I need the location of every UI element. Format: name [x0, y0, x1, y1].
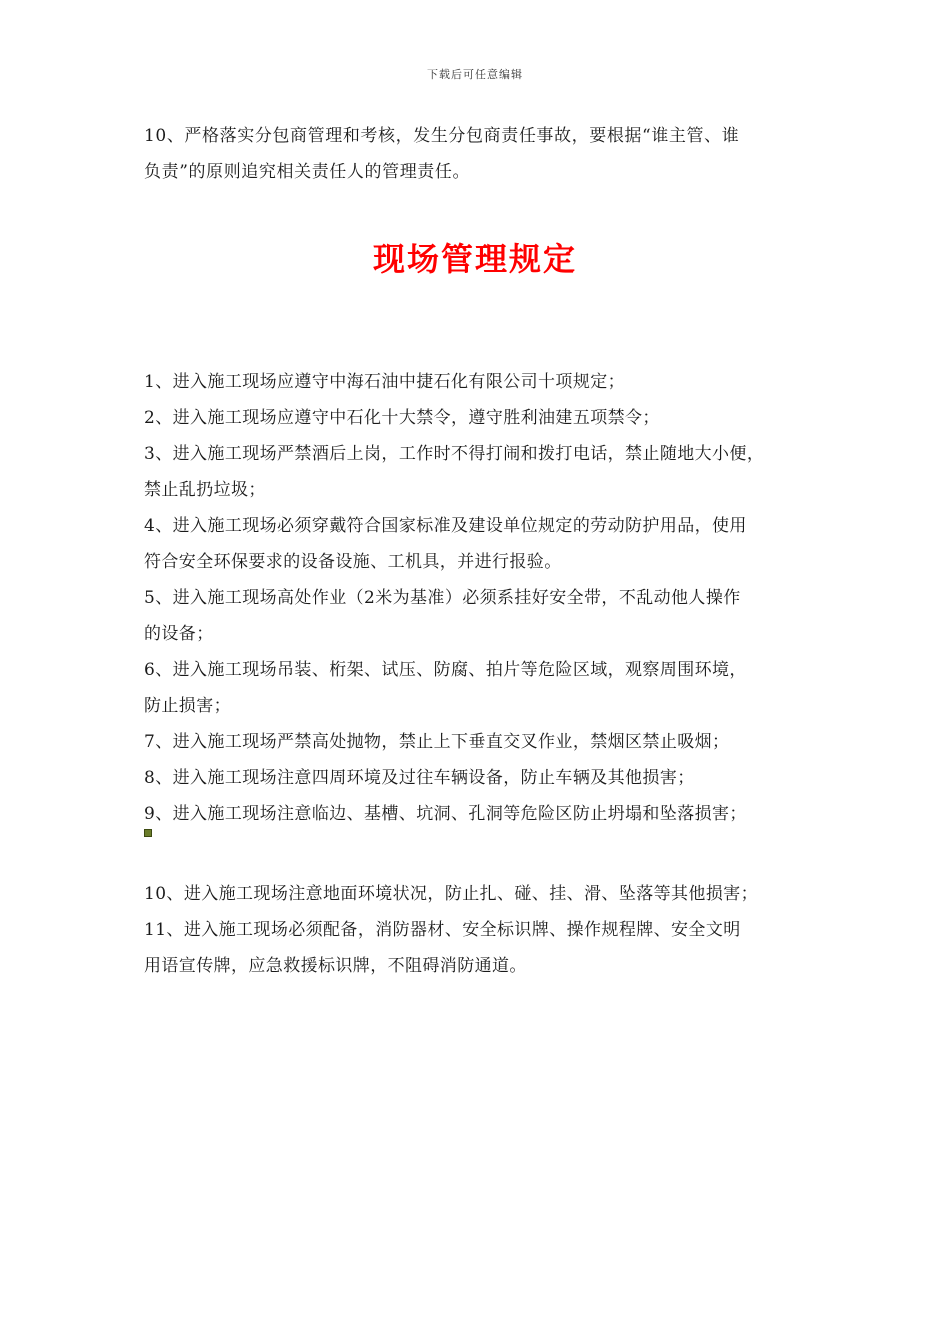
small-image-marker	[144, 829, 152, 837]
rule-line: 3、进入施工现场严禁酒后上岗，工作时不得打闹和拨打电话，禁止随地大小便，	[144, 444, 765, 464]
rule-line: 禁止乱扔垃圾；	[144, 480, 266, 500]
rule-line: 2、进入施工现场应遵守中石化十大禁令，遵守胜利油建五项禁令；	[144, 408, 660, 428]
intro-paragraph	[144, 118, 824, 190]
rule-line: 9、进入施工现场注意临边、基槽、坑洞、孔洞等危险区防止坍塌和坠落损害；	[144, 804, 747, 824]
rule-line: 11、进入施工现场必须配备，消防器材、安全标识牌、操作规程牌、安全文明	[144, 920, 741, 940]
rules-list-part1	[144, 364, 834, 832]
rule-line: 防止损害；	[144, 696, 231, 716]
rule-line: 符合安全环保要求的设备设施、工机具，并进行报验。	[144, 552, 562, 572]
rule-line: 1、进入施工现场应遵守中海石油中捷石化有限公司十项规定；	[144, 372, 626, 392]
rule-line: 5、进入施工现场高处作业（2米为基准）必须系挂好安全带，不乱动他人操作	[144, 588, 741, 608]
rule-line: 10、进入施工现场注意地面环境状况，防止扎、碰、挂、滑、坠落等其他损害；	[144, 884, 759, 904]
rule-line: 用语宣传牌，应急救援标识牌，不阻碍消防通道。	[144, 956, 527, 976]
intro-line-2: 负责”的原则追究相关责任人的管理责任。	[144, 162, 471, 182]
intro-line-1: 10、严格落实分包商管理和考核，发生分包商责任事故，要根据“谁主管、谁	[144, 126, 740, 146]
header-note: 下载后可任意编辑	[427, 68, 523, 81]
rule-line: 的设备；	[144, 624, 214, 644]
rule-line: 6、进入施工现场吊装、桁架、试压、防腐、拍片等危险区域，观察周围环境，	[144, 660, 747, 680]
rule-line: 8、进入施工现场注意四周环境及过往车辆设备，防止车辆及其他损害；	[144, 768, 695, 788]
rule-line: 7、进入施工现场严禁高处抛物，禁止上下垂直交叉作业，禁烟区禁止吸烟；	[144, 732, 730, 752]
rule-line: 4、进入施工现场必须穿戴符合国家标准及建设单位规定的劳动防护用品，使用	[144, 516, 747, 536]
document-title: 现场管理规定	[372, 240, 577, 278]
rules-list-part2	[144, 876, 834, 984]
